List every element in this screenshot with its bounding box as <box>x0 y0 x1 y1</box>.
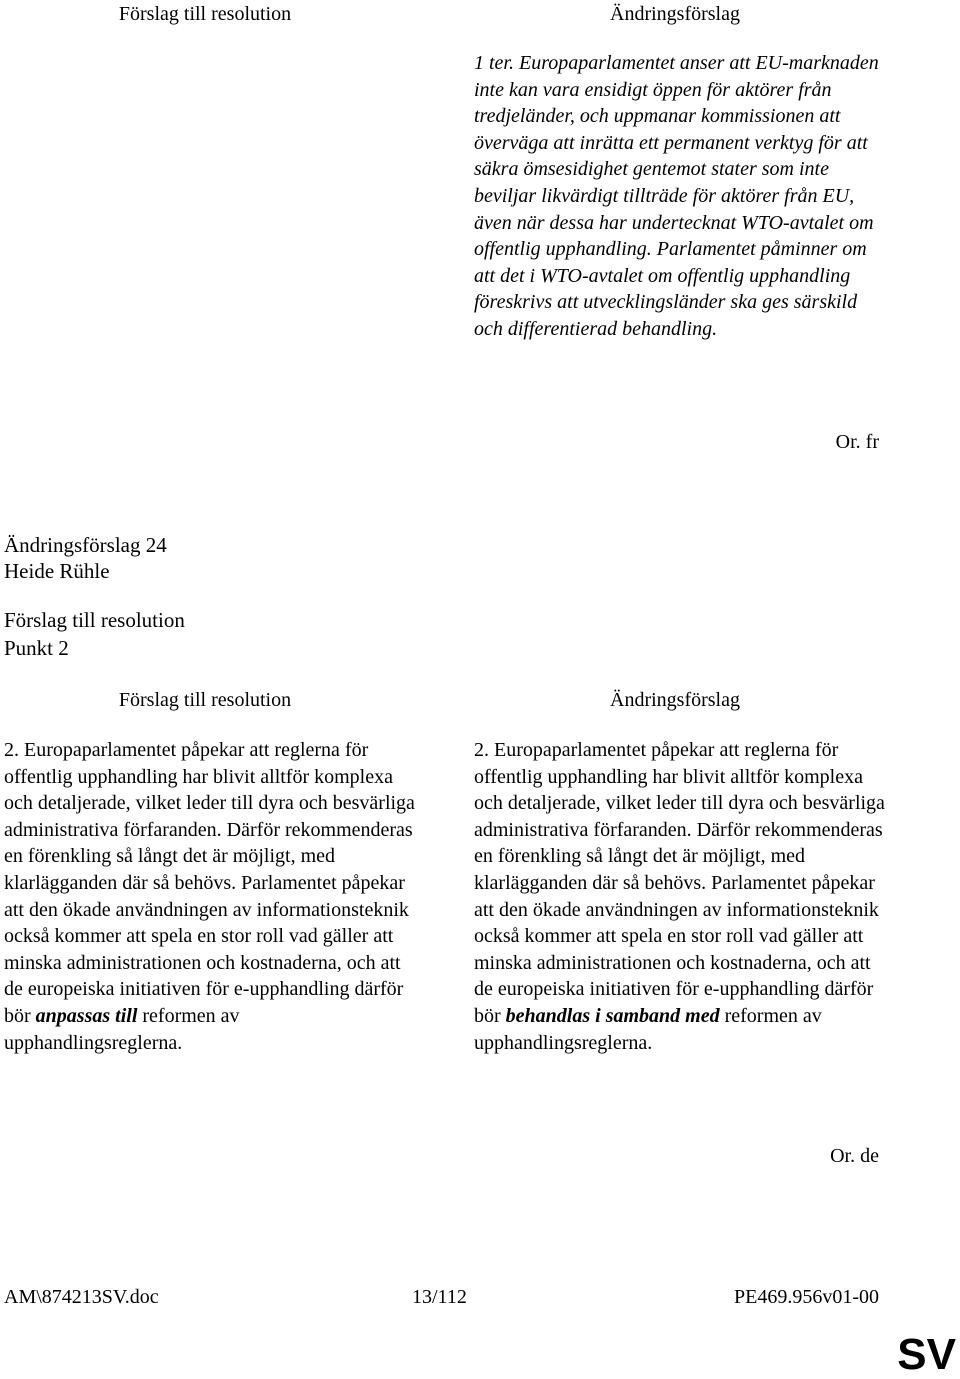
target-point: Punkt 2 <box>4 636 69 660</box>
right-column-header-2: Ändringsförslag <box>610 689 740 711</box>
target-document: Förslag till resolution <box>4 608 185 632</box>
amendment-text-part1: 1 ter. Europaparlamentet anser att EU-marknaden inte kan vara ensidigt öppen för aktörer från tredjeländer, och uppmanar kommissionen att överväga att inrätta ett permanent verktyg för att säkra ömsesidighet gentemot stater som inte beviljar likvärdigt tillträde för aktörer från EU, även när dessa har undertecknat WTO-avtalet om offentlig upphandling. <box>474 52 879 261</box>
footer-doc-ref: AM\874213SV.doc <box>4 1286 159 1308</box>
original-language-de: Or. de <box>830 1145 879 1167</box>
left-column-header: Förslag till resolution <box>118 3 292 25</box>
original-text <box>4 737 419 1056</box>
amended-text-body: 2. Europaparlamentet påpekar att reglerna för offentlig upphandling har blivit alltför komplexa och detaljerade, vilket leder till dyra och besvärliga administrativa förfaranden. Därför rekommenderas en förenkling så långt det är möjligt, med klarlägganden där så behövs. Parlamentet påpekar att den ökade användningen av informationsteknik också kommer att spela en stor roll vad gäller att minska administrationen och kostnaderna, och att de europeiska initiativen för e-upphandling därför bör <box>474 739 885 1027</box>
amendment-author: Heide Rühle <box>4 559 110 583</box>
original-text-changed: anpassas till <box>35 1004 138 1027</box>
left-column-header-2: Förslag till resolution <box>118 689 292 711</box>
amendment-text-part2: Parlamentet påminner om att det i WTO-avtalet om offentlig upphandling föreskrivs att utvecklingsländer ska ges särskild och differentierad behandling. <box>474 238 867 340</box>
footer-page-number: 13/112 <box>412 1286 467 1308</box>
footer-pe-ref: PE469.956v01-00 <box>734 1286 879 1308</box>
right-column-header: Ändringsförslag <box>610 3 740 25</box>
original-text-body: 2. Europaparlamentet påpekar att reglerna för offentlig upphandling har blivit alltför komplexa och detaljerade, vilket leder till dyra och besvärliga administrativa förfaranden. Därför rekommenderas en förenkling så långt det är möjligt, med klarlägganden där så behövs. Parlamentet påpekar att den ökade användningen av informationsteknik också kommer att spela en stor roll vad gäller att minska administrationen och kostnaderna, och att de europeiska initiativen för e-upphandling därför bör <box>4 739 415 1027</box>
original-text-end: reformen av upphandlingsreglerna. <box>4 1004 240 1054</box>
original-language-fr: Or. fr <box>835 431 879 453</box>
amendment-text-continuation <box>474 50 889 343</box>
amended-text-end: reformen av upphandlingsreglerna. <box>474 1004 822 1054</box>
amended-text <box>474 737 889 1056</box>
amendment-number: Ändringsförslag 24 <box>4 533 167 557</box>
language-code: SV <box>897 1330 956 1379</box>
amended-text-changed: behandlas i samband med <box>505 1004 720 1027</box>
